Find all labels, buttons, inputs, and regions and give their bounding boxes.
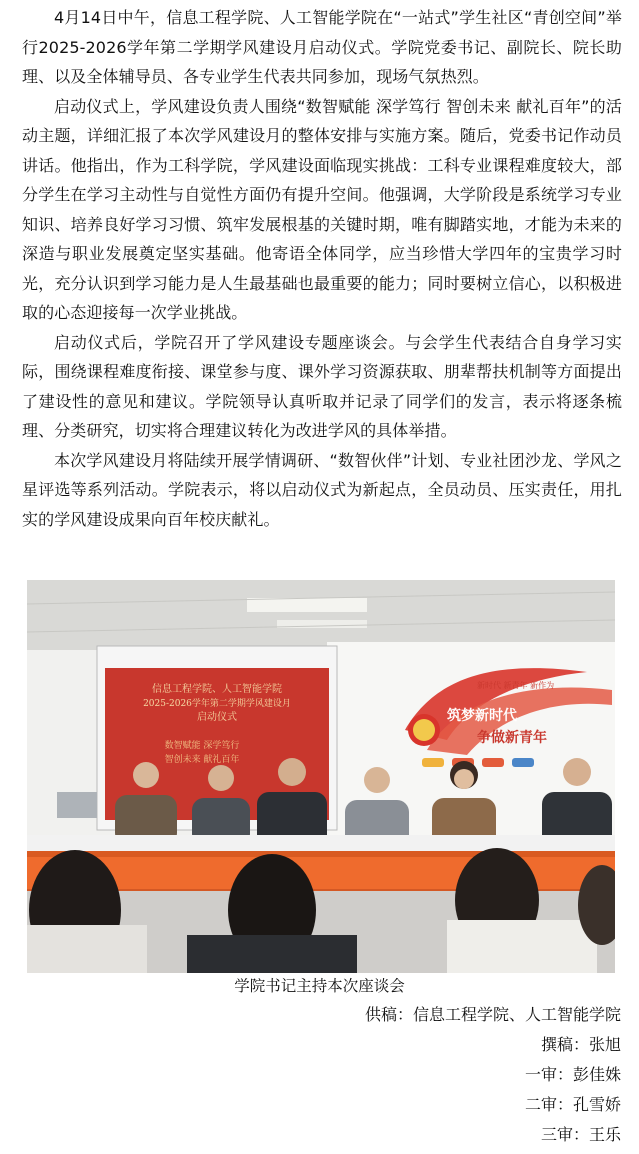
credit-writer: 撰稿：张旭 xyxy=(540,1035,621,1054)
wall-slogan: 争做新青年 xyxy=(477,730,547,746)
screen-theme-line: 智创未来 献礼百年 xyxy=(164,755,240,765)
wall-slogan: 筑梦新时代 xyxy=(447,708,517,724)
screen-title-line: 信息工程学院、人工智能学院 xyxy=(152,684,282,695)
article-paragraph: 启动仪式上，学风建设负责人围绕“数智赋能 深学笃行 智创未来 献礼百年”的活动主题，详细汇报了本次学风建设月的整体安排与实施方案。随后，党委书记作动员讲话。他指出，作为工科学院，学风建设面临现实挑战：工科专业课程难度较大，部分学生在学习主动性与自觉性方面仍有提升空间。他强调，大学阶段是系统学习专业知识、培养良好学习习惯、筑牢发展根基的关键时期，唯有脚踏实地，才能为未来的深造与职业发展奠定坚实基础。他寄语全体同学，应当珍惜大学四年的宝贵学习时光，充分认识到学习能力是人生最基础也最重要的能力；同时要树立信心，以积极进取的心态迎接每一次学业挑战。 xyxy=(22,96,622,322)
article-paragraph: 启动仪式后，学院召开了学风建设专题座谈会。与会学生代表结合自身学习实际，围绕课程难度衔接、课堂参与度、课外学习资源获取、朋辈帮扶机制等方面提出了建设性的意见和建议。学院领导认真听取并记录了同学们的发言，表示将逐条梳理、分类研究，切实将合理建议转化为改进学风的具体举措。 xyxy=(22,332,622,440)
credit-second-review: 二审：孔雪娇 xyxy=(524,1095,621,1114)
credits-block xyxy=(365,1000,621,1150)
photo-caption: 学院书记主持本次座谈会 xyxy=(234,977,405,995)
credit-first-review: 一审：彭佳姝 xyxy=(524,1065,621,1084)
meeting-photo xyxy=(27,580,615,973)
article-body xyxy=(22,3,622,534)
screen-title-line: 启动仪式 xyxy=(197,712,237,723)
credit-contributor: 供稿：信息工程学院、人工智能学院 xyxy=(364,1005,621,1024)
article-paragraph: 4月14日中午，信息工程学院、人工智能学院在“一站式”学生社区“青创空间”举行2025-2026学年第二学期学风建设月启动仪式。学院党委书记、副院长、院长助理、以及全体辅导员、各专业学生代表共同参加，现场气氛热烈。 xyxy=(22,8,622,86)
wall-tags: 新时代 新青年 新作为 xyxy=(477,681,555,690)
screen-theme-line: 数智赋能 深学笃行 xyxy=(164,741,240,751)
article-paragraph: 本次学风建设月将陆续开展学情调研、“数智伙伴”计划、专业社团沙龙、学风之星评选等系列活动。学院表示，将以启动仪式为新起点，全员动员、压实责任，用扎实的学风建设成果向百年校庆献礼。 xyxy=(22,450,622,529)
screen-title-line: 2025-2026学年第二学期学风建设月 xyxy=(143,699,291,709)
credit-third-review: 三审：王乐 xyxy=(540,1125,621,1144)
meeting-photo-illustration xyxy=(27,580,615,973)
